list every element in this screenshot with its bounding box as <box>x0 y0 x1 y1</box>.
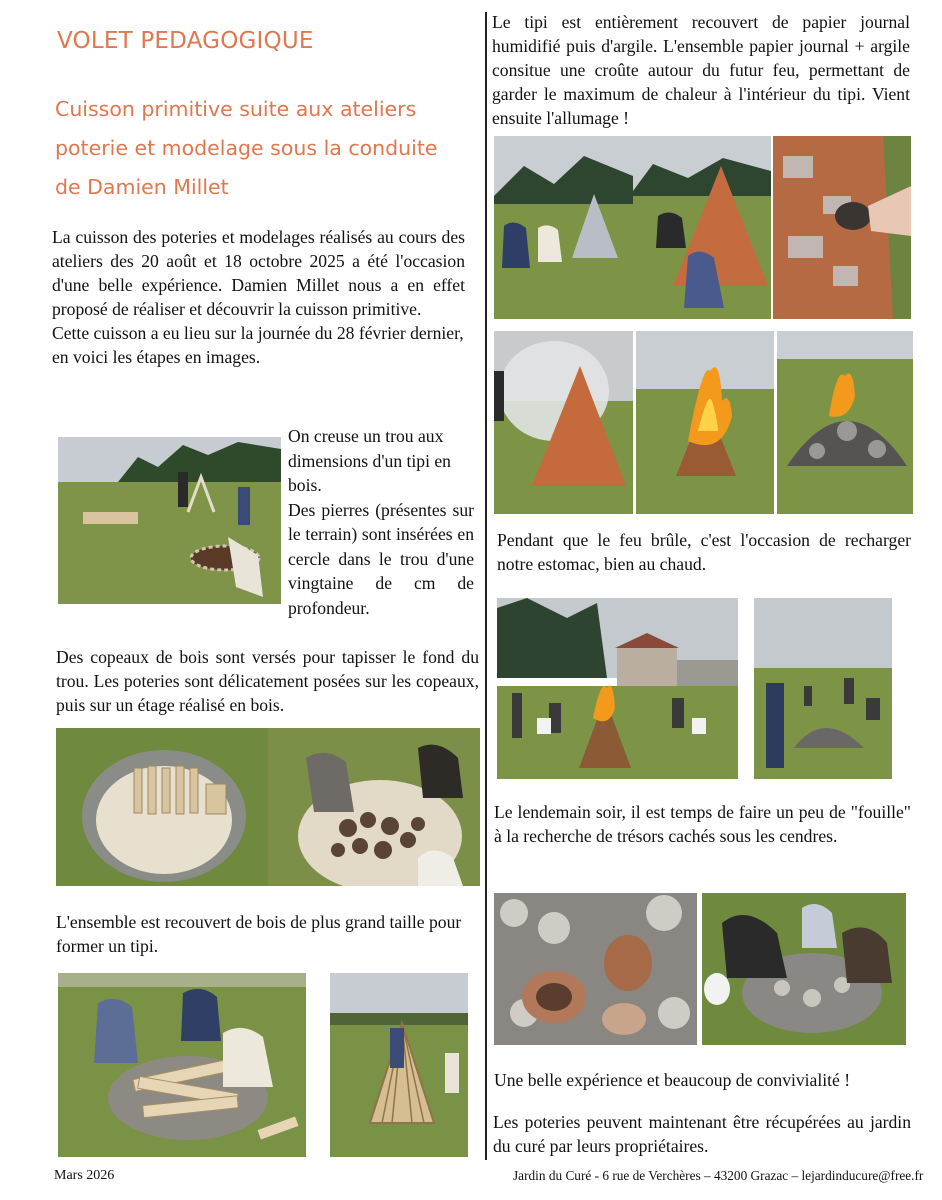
intro-text-date: Cette cuisson a eu lieu sur la journée du 28 février dernier, en voici les étapes en images. <box>52 323 464 367</box>
page-subtitle <box>55 90 475 207</box>
photo-clay-closeup <box>773 136 911 319</box>
step6-text: Le lendemain soir, il est temps de faire un peu de "fouille" à la recherche de trésors cachés sous les cendres. <box>494 802 911 846</box>
step2-text: Des copeaux de bois sont versés pour tapisser le fond du trou. Les poteries sont délicatement posées sur les copeaux, puis sur un étage réalisé en bois. <box>56 647 479 715</box>
photo-searching-ashes <box>702 893 906 1045</box>
photo-fire-lit <box>636 331 774 514</box>
step1-text <box>288 424 474 620</box>
column-divider <box>485 12 487 1160</box>
photo-ashes-pottery <box>494 893 697 1045</box>
photo-digging-hole <box>58 437 281 604</box>
photo-picnic-by-fire <box>497 598 738 779</box>
intro-paragraph <box>52 225 465 369</box>
closing-text-2: Les poteries peuvent maintenant être récupérées au jardin du curé par leurs propriétaires. <box>493 1112 911 1156</box>
footer-address: Jardin du Curé - 6 rue de Verchères – 43200 Grazac – lejardinducure@free.fr <box>513 1168 924 1183</box>
photo-tipi-newspaper <box>494 136 633 319</box>
photo-building-tipi-base <box>58 973 306 1157</box>
step4-text: Le tipi est entièrement recouvert de papier journal humidifié puis d'argile. L'ensemble papier journal + argile consitue une croûte autour du futur feu, permettant de garder le maximum de chaleur à l'intérieur du tipi. Vient ensuite l'allumage ! <box>492 12 910 128</box>
photo-smoking-tipi <box>494 331 633 514</box>
subtitle-line: Cuisson primitive suite aux ateliers <box>55 97 417 121</box>
intro-text: La cuisson des poteries et modelages réalisés au cours des ateliers des 20 août et 18 octobre 2025 a été l'occasion d'une belle expérience. Damien Millet nous a en effet proposé de réaliser et découvrir la cuisson primitive. <box>52 227 465 319</box>
subtitle-line: de Damien Millet <box>55 175 229 199</box>
photo-fire-burning-down <box>777 331 913 514</box>
closing-text-1: Une belle expérience et beaucoup de convivialité ! <box>494 1070 851 1090</box>
photo-group-around-fire <box>754 598 892 779</box>
step1-text-a: On creuse un trou aux dimensions d'un tipi en bois. <box>288 426 451 495</box>
step3-text: L'ensemble est recouvert de bois de plus grand taille pour former un tipi. <box>56 912 462 956</box>
page-title: VOLET PEDAGOGIQUE <box>57 28 314 54</box>
step1-text-b: Des pierres (présentes sur le terrain) sont insérées en cercle dans le trou d'une vingtaine de cm de profondeur. <box>288 499 474 618</box>
photo-wood-chips <box>56 728 268 886</box>
footer-date: Mars 2026 <box>54 1168 115 1183</box>
photo-tipi-wood <box>330 973 468 1157</box>
subtitle-line: poterie et modelage sous la conduite <box>55 136 438 160</box>
photo-tipi-clay <box>633 136 771 319</box>
step5-text: Pendant que le feu brûle, c'est l'occasion de recharger notre estomac, bien au chaud. <box>497 530 911 574</box>
photo-pottery-placed <box>268 728 480 886</box>
